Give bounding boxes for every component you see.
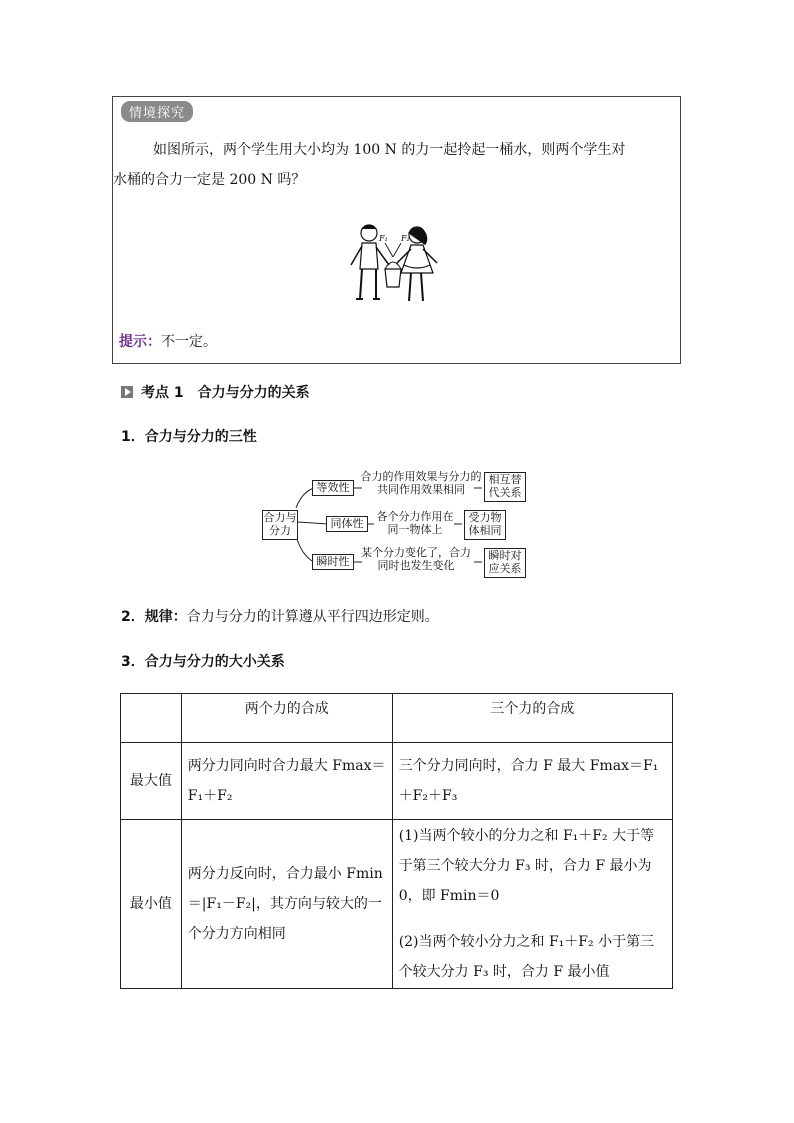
- triangle-marker-icon: [121, 386, 133, 398]
- min-three-case-2: (2)当两个较小分力之和 F₁＋F₂ 小于第三个较大分力 F₃ 时，合力 F 最小值: [398, 934, 655, 980]
- section-2: [121, 606, 439, 626]
- header-three-forces: 三个力的合成: [392, 694, 672, 743]
- section-1-title: 1．合力与分力的三性: [121, 429, 257, 445]
- branch-equivalence-result: 相互替代关系: [484, 472, 526, 502]
- mind-map: [258, 466, 528, 582]
- question-line-2: 水桶的合力一定是 200 N 吗？: [113, 172, 306, 188]
- section-2-label: 2．规律：: [121, 609, 187, 625]
- min-two: 两分力反向时，合力最小 Fmin＝|F₁－F₂|，其方向与较大的一个分力方向相同: [181, 820, 392, 989]
- hint: [119, 331, 217, 351]
- max-two: 两分力同向时合力最大 Fmax＝F₁＋F₂: [181, 743, 392, 820]
- table-row-min: [121, 820, 673, 989]
- branch-instantaneity-desc: 某个分力变化了，合力同时也发生变化: [361, 546, 471, 572]
- kaodian-title: 考点 1 合力与分力的关系: [141, 385, 310, 401]
- section-2-text: 合力与分力的计算遵从平行四边形定则。: [186, 609, 439, 625]
- branch-equivalence: 等效性: [312, 480, 354, 496]
- students-bucket-illustration: [345, 219, 441, 313]
- table-header-row: [121, 694, 673, 743]
- force-label-f1: F₁: [379, 234, 388, 243]
- force-relation-table: [120, 693, 673, 989]
- scenario-question: [113, 135, 678, 195]
- table-row-max: [121, 743, 673, 820]
- force-label-f2: F₂: [401, 234, 410, 243]
- hint-text: 不一定。: [161, 334, 217, 350]
- branch-same-body-desc: 各个分力作用在同一物体上: [376, 510, 454, 536]
- kaodian-heading: [121, 382, 310, 402]
- max-three: 三个分力同向时，合力 F 最大 Fmax＝F₁＋F₂＋F₃: [392, 743, 672, 820]
- max-label: 最大值: [121, 743, 182, 820]
- min-three-case-1: (1)当两个较小的分力之和 F₁＋F₂ 大于等于第三个较大分力 F₃ 时，合力 F 最小为 0，即 Fmin＝0: [398, 828, 655, 904]
- branch-equivalence-desc: 合力的作用效果与分力的共同作用效果相同: [360, 470, 482, 496]
- hint-label: 提示：: [119, 334, 161, 350]
- min-three: [392, 820, 672, 989]
- mind-map-root: 合力与分力: [262, 510, 298, 540]
- header-two-forces: 两个力的合成: [181, 694, 392, 743]
- min-label: 最小值: [121, 820, 182, 989]
- scenario-box: [112, 96, 681, 364]
- branch-instantaneity: 瞬时性: [312, 554, 354, 570]
- branch-same-body-result: 受力物体相同: [464, 510, 506, 540]
- scenario-tag: 情境探究: [121, 101, 193, 122]
- branch-same-body: 同体性: [326, 516, 368, 532]
- question-line-1: 如图所示，两个学生用大小均为 100 N 的力一起拎起一桶水，则两个学生对: [153, 142, 626, 158]
- section-3-title: 3．合力与分力的大小关系: [121, 654, 285, 670]
- header-empty: [121, 694, 182, 743]
- branch-instantaneity-result: 瞬时对应关系: [484, 548, 526, 578]
